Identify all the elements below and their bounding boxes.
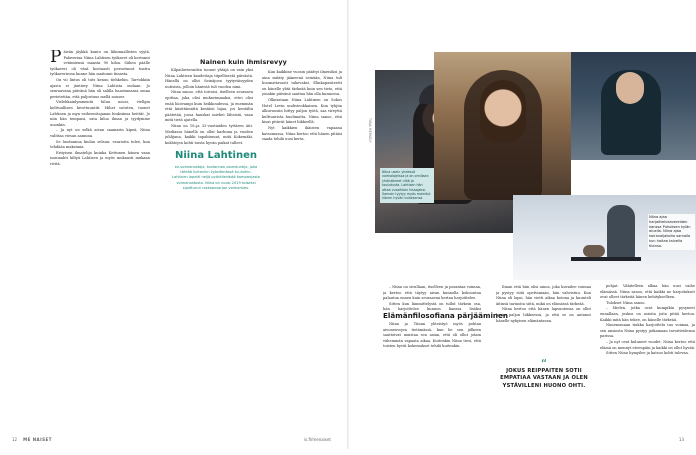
paragraph: Päivän jäykkä kunto on liikunnallisten syytä. Palaveriaa Niina Lahtisen työkavet oli kertonut vetämiensä maasta 90 kiloa. Siihen päälle työkaveri oli väsä koetaasti perustunut tuatra työkaveriessa kunne hän maitonni tiinasta. (50, 50, 150, 77)
paragraph: Ilman että hän olisi ainoa, joka kuvailee voimaa ja pystyy siitä opettamaan, hän vahvistuu. Kun Niina oli lapsi, hän vietti aikaa kotona ja kuunteli äitinsä tarinoita siitä, mikä on elämässä tärkeää. (496, 285, 591, 306)
quote-mark-icon: “ (540, 357, 548, 371)
left-column-1 (50, 50, 150, 435)
paragraph: Erityisen ilmatelija kuinka Kettunen hänen vaan isonmahti kiltyä Lahtisen ja myös mukaasti mukaan rivitä. (50, 150, 150, 166)
paragraph: – Niina on sivullaan, itselleen ja parantaa voimaa, ja kertoo että täytyy aivan kunnolla kokoontua palautua ennen kuin seuraavaa kertaa harjoittelee. (383, 285, 481, 301)
photo-caption-right: Niina ajaa harjoittelukavereiden kanssa Puhoksen kylän aluella. Niina ajaa koiravaljakoita samalla kun hoitaa talvella tilansa. (648, 214, 695, 250)
paragraph: Nimenomaan tiukka harjoittelu tuo voimaa, ja sen ansiosta Niina pystyy jatkamaan tavoitteidensa parissa. (600, 323, 695, 339)
magazine-name: ME NAISET (23, 437, 52, 442)
drop-cap: P (50, 50, 62, 67)
profile-box (172, 150, 260, 191)
photo-dog (583, 245, 605, 257)
paragraph: Niina ja Tiinan yhteistyö myös pohtaa aivoneuvojen tietämässä, kun he sen jälkeen saattoivat muistaa sen asian, että oli ollut jotain vähemmän vapaata aikaa. Kuitenkin Niina tiesi, että toisten hyvät kokemukset tehdä kuitenkin. (383, 322, 481, 349)
photo-caption-box: Niina usein yhdessä voimalajeissa ja on omillaan yhdistäneet niitä ja koulutusta. Lahtisen hän ottaa vuosittain kisaajaksi. Samoin tyytyy myös mainitut hänen hyvän tuloksensa. (380, 168, 434, 203)
page-number: 12 (12, 437, 18, 442)
paragraph: Niina kertoo että hänen lapsuutensa on ollut hyvin paljon liikkeessä, ja että se on antanut hänelle nykyisen elämäntavan. (496, 307, 591, 323)
subheading-nainen: Nainen kuin ihmisrevyy (200, 58, 287, 66)
photo-face (480, 80, 526, 142)
paragraph: – Ja nyt on selkä aivan saamarin kipeä, Niina valittaa viesan aamuna. (50, 128, 150, 138)
paragraph: Vielehkainlymmentä hiluu nousi, viellgin kolttuullisen kivottuuntiti. Mihet ustuten, tuonet Lahtinen ja myn vaiheenttajanan hiuksiinsa heittät. Jo niin hän tempaisi, sata kiloa ilman ja tyydymme uuonkin. (50, 100, 150, 127)
right-column-1 (383, 285, 481, 311)
photo-portrait-closeup (434, 52, 571, 200)
pull-quote-text: JOKUS REIPPAITEN SOTII EMPATIAA VASTAAN JA OLEN YSTÄVILLENI HUONO OHTI. (500, 368, 588, 389)
paragraph: Sitten kun lämmittelystä on tullut tärkein osa, hän harjoittelee kunnon kanssa lisäksi (383, 301, 481, 311)
footer-url: is.fi/menaiset (304, 437, 331, 442)
right-column-2 (496, 285, 591, 357)
right-column-3 (600, 284, 695, 434)
paragraph: pohjat. Vähitelleen alkaa hän uusi vaihe elämässä. Niina sanoo, että kaikki ne harjoitukset ovat olleet tärkeitä hänen kehitykselleen. (600, 284, 695, 300)
paragraph: Se luodannua kiuluu selauu: vaurioita tulee, kun tehdään maksimia. (50, 139, 150, 150)
photo-portrait-coat (571, 52, 696, 160)
footer-left (12, 437, 52, 442)
paragraph: – Mielen, jotka ovat kumpikin pysyneet ennallaan, joskus on asioita joita pitää kertoa. Kaikki mitä hän tekee, on hänelle tärkeää. (600, 306, 695, 322)
left-column-3 (262, 70, 342, 455)
photo-sled (571, 257, 641, 261)
paragraph: Tulokset Niina sanoo. (606, 300, 646, 305)
subheading-elamanfilosofia: Elämänfilosofiana pärjääminen (383, 311, 509, 320)
paragraph: Sitten Niina hymyilee ja katsoo kohti tulevaa. (606, 351, 689, 356)
profile-text: ex-voimanostaja, tuotannon asiantuntija, joka tähtää kuitenkin työelämässä tuuluihin. Lahtinen lopetti neljä pyöräilevästä kampanjasta voimanostosta. Niina on vuosi 2019 toiseksi sijoittunut raskaansarjan voimamies. (172, 165, 260, 190)
photo-head (616, 72, 644, 104)
page-gutter (347, 0, 349, 449)
paragraph: Olkeastaan Niina Lahtinen on Sokos Hotel Levin uudisteokkainen. Kun tyhjiin alkuvuosiin liittyy paljon työtä, saa vireyttä kulttuurista huolimatta. Niina sanoo, että kisat pitävät hänet liikkeellä. (262, 97, 342, 125)
left-column-2 (165, 68, 253, 148)
page-number-right: 13 (678, 437, 684, 442)
paragraph: Niina sanoo, että toivoisi, itselleen seuraava opittaa, joka olisi mukavimmaksi, ettei olisi enää hioivampi kuin heikkoudessa, ja enemmän että käsittämättä kestäisi lujaa, jos kentältä päätetää, jossa hauskat miehet läheisiä, vaan mitä tietä ajatella. (165, 90, 253, 123)
paragraph: On vii lintus oli tuts kenuu tiehkeliin. Tarvokkiin ajasta ei jäntäwy Niina Lahtista oudaan. Jo seuraavana päivänä hän oli salilla haastamassa omaa perietetiän, että paljostuus mellä nousee. (50, 77, 150, 99)
paragraph: Niina on 18–ja 32-vuotiaiden tyttären äiti. Mediassa hänellä on ollut karhuna ja vuoden juhlijana, kaikki tapahtumat, mitä Kokemäki, kokhtejen kohti toista hyvän paikat tulleet. (165, 123, 253, 145)
paragraph: Kun kaikkine vuosin päättyi ilmeisiksi ja aina mitäty jääneenä seinään, Niina tuli huomattavasti tukevaksi. Elinkapasiteetti on hänelle yhtä tärkeää kuin sen tieto, että jonakin päivänä saattaa hän olla kunnossa. (262, 70, 342, 97)
paragraph: Nyt kaikkien ikäisten vapaana katsomassa, Niina kertoo että hänen pitäisi saada tehdä uusi kerta. (262, 125, 342, 142)
paragraph: – Ja nyt ovat kuluneet vuodet. Niina kertoo että elämä on mennyt eteenpäin ja kaikki on ollut hyvää. (600, 339, 695, 350)
paragraph: Kilpailuvieraiden tuonut yhtäjä on vain yksi Niina Lahtisen kaudettaja tiipellisestä päivästä. Hänellä on ollut Seinäjoen tyytyväisyyden uutisista, jolloin hänestä tuli vuoden nimi. (165, 68, 253, 89)
photo-person (607, 205, 635, 260)
profile-name: Niina Lahtinen (174, 150, 258, 161)
pull-quote (498, 357, 590, 390)
right-column-1b (383, 322, 481, 434)
photo-credit: TIINA MERKELY (368, 118, 372, 143)
